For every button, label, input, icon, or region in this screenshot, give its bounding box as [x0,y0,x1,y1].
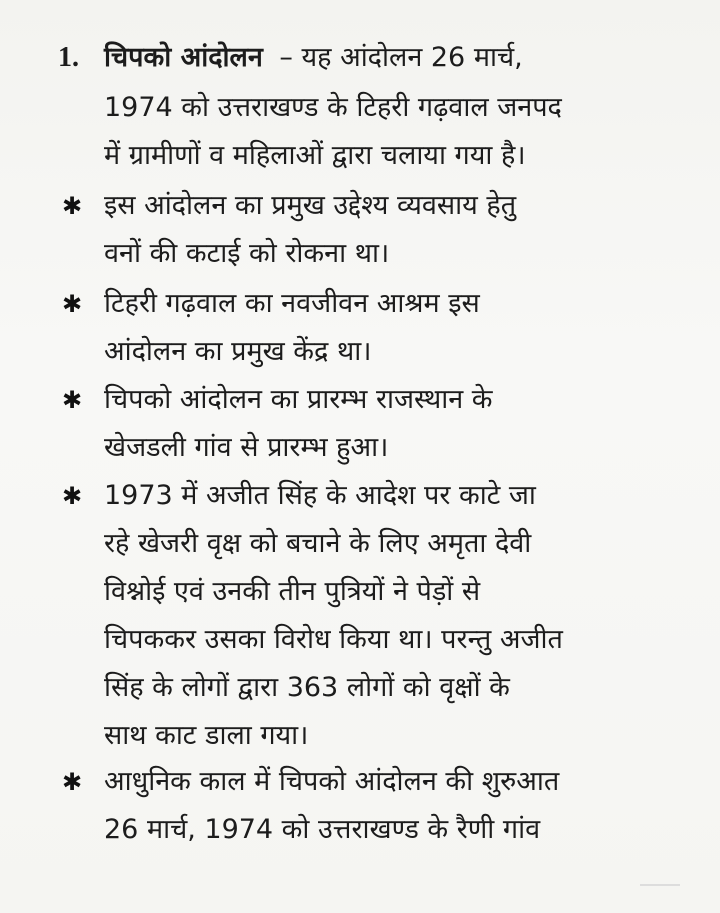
point-text: टिहरी गढ़वाल का नवजीवन आश्रम इस [104,288,480,319]
heading-line-3-text: में ग्रामीणों व महिलाओं द्वारा चलाया गया है। [104,140,526,171]
heading-number: 1. [58,42,79,73]
bullet-star-icon: ✱ [61,768,83,796]
heading-line-2-text: 1974 को उत्तराखण्ड के टिहरी गढ़वाल जनपद [104,92,562,123]
bullet-star-icon: ✱ [61,290,83,318]
point-text: चिपको आंदोलन का प्रारम्भ राजस्थान के [104,384,493,415]
point-text: खेजडली गांव से प्रारम्भ हुआ। [104,432,389,463]
point-text: 26 मार्च, 1974 को उत्तराखण्ड के रैणी गांव [104,814,541,845]
heading-title: चिपको आंदोलन [104,42,263,73]
bullet-star-icon: ✱ [61,482,83,510]
point-text: साथ काट डाला गया। [104,720,309,751]
heading-line-1-text: – यह आंदोलन 26 मार्च, [279,42,523,73]
point-text: वनों की कटाई को रोकना था। [104,238,390,269]
bullet-star-icon: ✱ [61,386,83,414]
point-text: आधुनिक काल में चिपको आंदोलन की शुरुआत [104,766,560,797]
page-edge-mark [640,884,680,886]
point-text: इस आंदोलन का प्रमुख उद्देश्य व्यवसाय हेतु [104,190,517,221]
point-text: सिंह के लोगों द्वारा 363 लोगों को वृक्षों के [104,672,510,703]
point-text: चिपककर उसका विरोध किया था। परन्तु अजीत [104,624,563,655]
bullet-star-icon: ✱ [61,192,83,220]
point-text: विश्नोई एवं उनकी तीन पुत्रियों ने पेड़ों से [104,576,481,607]
point-text: रहे खेजरी वृक्ष को बचाने के लिए अमृता देवी [104,528,532,559]
point-text: 1973 में अजीत सिंह के आदेश पर काटे जा [104,480,536,511]
point-text: आंदोलन का प्रमुख केंद्र था। [104,336,372,367]
